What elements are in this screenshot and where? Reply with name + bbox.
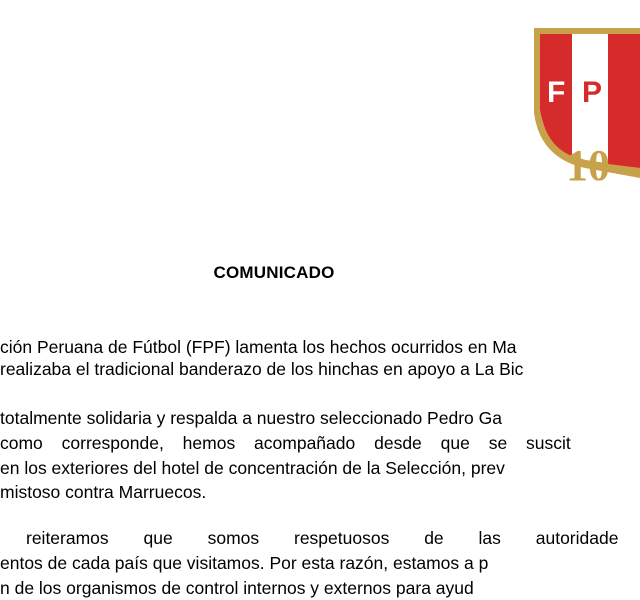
document-title: COMUNICADO <box>213 263 335 282</box>
logo-number: 10 <box>566 141 610 190</box>
paragraph-1-line-1: ción Peruana de Fútbol (FPF) lamenta los hechos ocurridos en Ma <box>0 337 517 357</box>
fpf-logo <box>530 18 640 188</box>
logo-letter-p: P <box>582 76 603 109</box>
logo-letter-f: F <box>547 76 566 109</box>
paragraph-3-line-1: reiteramos que somos respetuosos de las autoridade <box>26 528 619 548</box>
paragraph-2-line-3: en los exteriores del hotel de concentración de la Selección, prev <box>0 458 505 478</box>
paragraph-2-line-4: mistoso contra Marruecos. <box>0 482 207 502</box>
paragraph-1-line-2: realizaba el tradicional banderazo de los hinchas en apoyo a La Bic <box>0 359 524 379</box>
logo-red-stripe-right <box>608 34 640 168</box>
paragraph-2-line-2: como corresponde, hemos acompañado desde que se suscit <box>0 433 571 453</box>
paragraph-3-line-2: entos de cada país que visitamos. Por esta razón, estamos a p <box>0 553 489 573</box>
paragraph-3-line-3: n de los organismos de control internos y externos para ayud <box>0 578 474 598</box>
paragraph-2-line-1: totalmente solidaria y respalda a nuestro seleccionado Pedro Ga <box>0 408 502 428</box>
